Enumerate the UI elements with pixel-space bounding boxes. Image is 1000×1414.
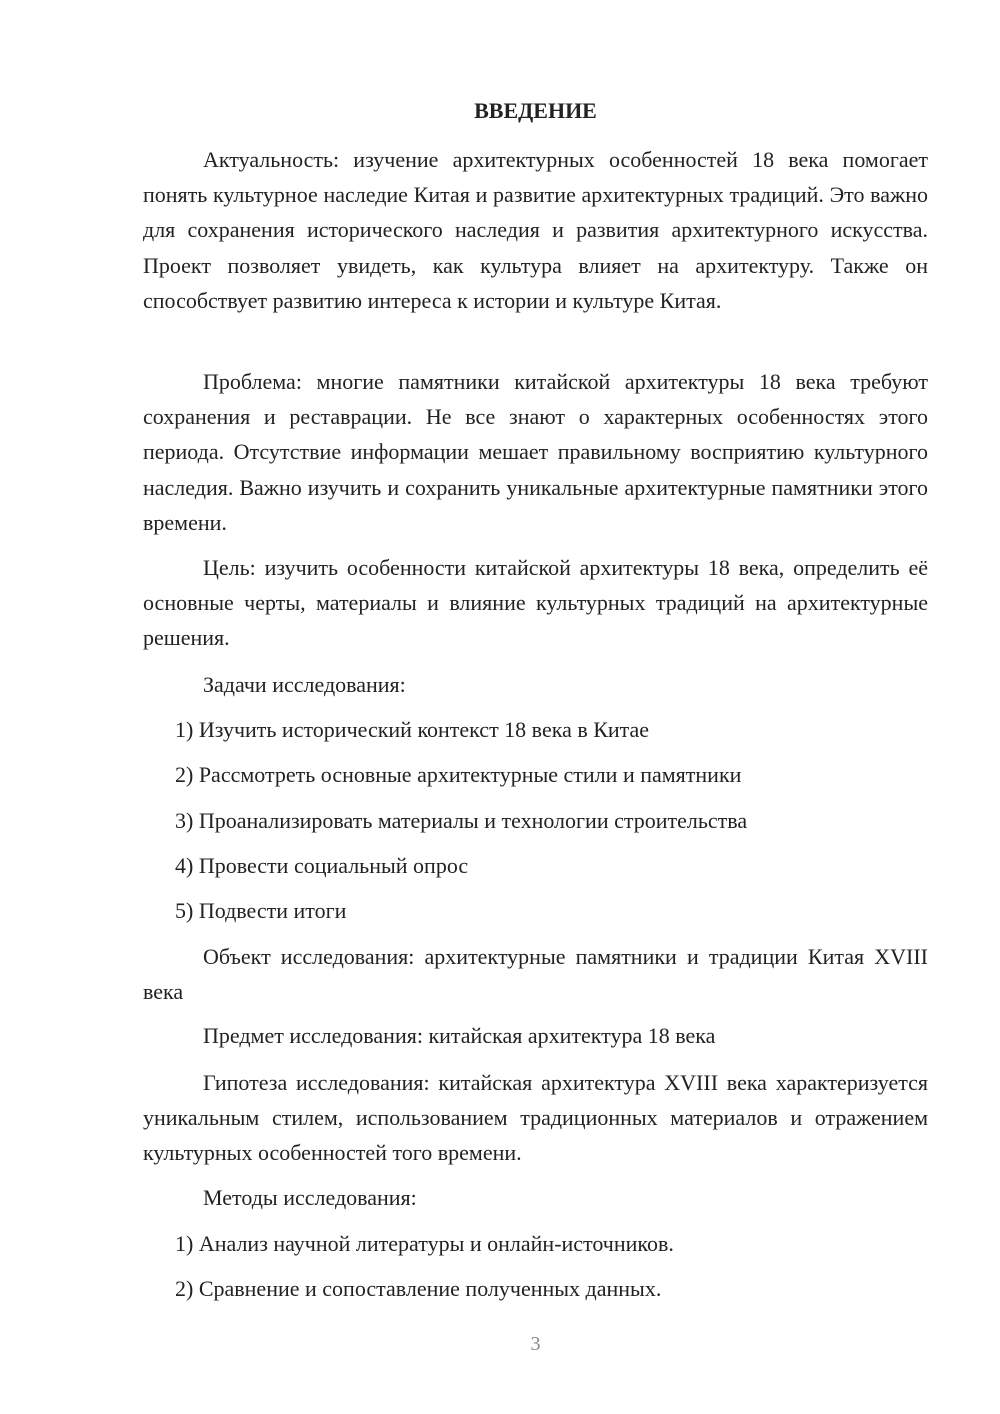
subject-paragraph: Предмет исследования: китайская архитектура 18 века: [203, 1023, 716, 1048]
methods-heading: Методы исследования:: [203, 1185, 417, 1210]
method-item-1: 1) Анализ научной литературы и онлайн-источников.: [175, 1231, 674, 1256]
task-item-5: 5) Подвести итоги: [175, 898, 347, 923]
section-heading: ВВЕДЕНИЕ: [474, 98, 597, 123]
task-item-1: 1) Изучить исторический контекст 18 века в Китае: [175, 717, 650, 742]
method-item-2: 2) Сравнение и сопоставление полученных данных.: [175, 1276, 662, 1301]
object-paragraph: Объект исследования: архитектурные памятники и традиции Китая XVIII века: [143, 944, 928, 1005]
goal-paragraph: Цель: изучить особенности китайской архитектуры 18 века, определить её основные черты, материалы и влияние культурных традиций на архитектурные решения.: [143, 555, 928, 651]
hypothesis-paragraph: Гипотеза исследования: китайская архитектура XVIII века характеризуется уникальным стилем, использованием традиционных материалов и отражением культурных особенностей того времени.: [143, 1070, 928, 1166]
relevance-paragraph: Актуальность: изучение архитектурных особенностей 18 века помогает понять культурное наследие Китая и развитие архитектурных традиций. Это важно для сохранения исторического наследия и развития архитектурного искусства. Проект позволяет увидеть, как культура влияет на архитектуру. Также он способствует развитию интереса к истории и культуре Китая.: [143, 147, 928, 313]
task-item-2: 2) Рассмотреть основные архитектурные стили и памятники: [175, 762, 742, 787]
task-item-3: 3) Проанализировать материалы и технологии строительства: [175, 808, 748, 833]
page-number: 3: [530, 1333, 541, 1355]
problem-paragraph: Проблема: многие памятники китайской архитектуры 18 века требуют сохранения и реставрации. Не все знают о характерных особенностях этого периода. Отсутствие информации мешает правильному восприятию культурного наследия. Важно изучить и сохранить уникальные архитектурные памятники этого времени.: [143, 369, 928, 535]
task-item-4: 4) Провести социальный опрос: [175, 853, 469, 878]
tasks-heading: Задачи исследования:: [203, 672, 406, 697]
